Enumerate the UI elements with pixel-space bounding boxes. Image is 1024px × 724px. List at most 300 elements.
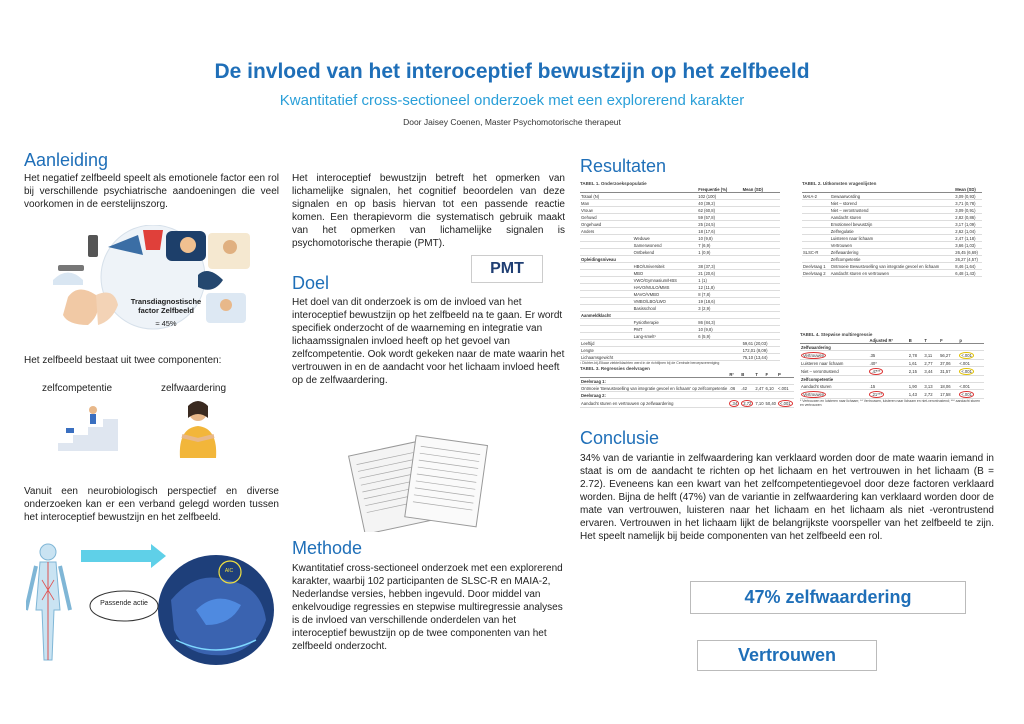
table-cell-value: 1 (1) [698, 277, 707, 283]
table-cell [800, 344, 868, 351]
table-cell-value: Vertrouwen [803, 391, 825, 397]
table-cell-value: Deelvraag 1 [803, 263, 826, 269]
table-cell-value: Gewaarwording [830, 193, 861, 199]
table-cell [633, 214, 698, 221]
table-cell [939, 360, 958, 367]
table-cell [765, 392, 777, 399]
table-cell-value: Anders [581, 228, 595, 234]
table1-body [580, 193, 780, 361]
table-cell [633, 249, 698, 256]
table-cell-value: 2,77 [924, 360, 933, 366]
table-row [800, 383, 984, 390]
table-cell-value: 7,10 [755, 400, 764, 406]
table-cell [923, 390, 939, 399]
transdiagnostic-label: Transdiagnostische factor Zelfbeeld [130, 297, 202, 315]
table-cell [697, 270, 741, 277]
table-cell-value: HBO/Universiteit [633, 263, 665, 269]
table-cell [958, 376, 984, 383]
table-cell-value: <.001 [959, 383, 970, 389]
table1 [580, 186, 780, 361]
table-row [580, 291, 780, 298]
table-cell [697, 284, 741, 291]
table-cell [580, 277, 633, 284]
table-cell [923, 376, 939, 383]
table-cell [633, 207, 698, 214]
table-cell-value: 38 (37,3) [698, 263, 715, 269]
table2-title: TABEL 2. Uitkomsten vragenlijsten [802, 181, 877, 186]
table-cell [830, 193, 955, 200]
table-cell [754, 392, 764, 399]
table-cell [742, 326, 780, 333]
table-cell [697, 277, 741, 284]
table-cell-value: 10 (9,8) [698, 235, 713, 241]
table-cell [954, 242, 982, 249]
self-hug-figure [168, 396, 228, 460]
table-cell [633, 354, 698, 361]
table-cell-value: 2,78 [908, 352, 917, 358]
table-cell [633, 340, 698, 347]
table-cell [697, 235, 741, 242]
table-cell-value: Lang-smelt¹ [633, 333, 656, 339]
table-cell-value: MBO [633, 270, 644, 276]
table-cell [742, 263, 780, 270]
table-cell [802, 263, 830, 270]
table-cell [830, 235, 955, 242]
table-cell-value: 26,45 (6,69) [955, 249, 978, 255]
table-cell-value: <.001 [961, 391, 972, 397]
table3-title: TABEL 3. Regressies deelvragen [580, 366, 650, 371]
box-47-zelfwaardering: 47% zelfwaardering [690, 581, 966, 614]
table-cell [633, 298, 698, 305]
table-cell [742, 256, 780, 263]
table-cell [868, 390, 907, 399]
table-cell [742, 249, 780, 256]
table4 [800, 337, 984, 399]
table-cell-value: Lengte [581, 347, 594, 353]
table-cell [954, 200, 982, 207]
table-cell-value: 3,17 (1,09) [955, 221, 976, 227]
table-row [802, 249, 982, 256]
table-cell [742, 298, 780, 305]
table-cell-value: .06 [729, 385, 736, 391]
poster-subtitle: Kwantitatief cross-sectioneel onderzoek met een explorerend karakter [279, 92, 745, 109]
table-cell-value: .47** [871, 368, 881, 374]
table-cell-value: Zelfregulatie [830, 228, 854, 234]
table-cell [742, 340, 780, 347]
table-cell [765, 399, 777, 408]
table-cell [580, 305, 633, 312]
table-row [800, 376, 984, 383]
table-row [802, 235, 982, 242]
table-cell-value: 1,90 [908, 383, 917, 389]
table-cell-value: VMBO/LBO/LWO [633, 298, 666, 304]
table-cell-value: 2,72 [743, 400, 752, 406]
table-cell-value: .40* [869, 360, 877, 366]
table1-title: TABEL 1. Onderzoekspopulatie [580, 181, 647, 186]
table-cell [742, 242, 780, 249]
table-cell-value: 12 (11,8) [698, 284, 715, 290]
table-cell [580, 256, 633, 263]
table-cell [908, 390, 924, 399]
table-header-cell: p [958, 337, 984, 344]
table-row [802, 263, 982, 270]
table-cell [908, 376, 924, 383]
table-cell-value: Ontbekend [633, 249, 655, 255]
table-cell [580, 354, 633, 361]
table-cell-value: 2,72 [924, 391, 933, 397]
table-cell [800, 376, 868, 383]
table-cell [923, 367, 939, 376]
table-cell [830, 263, 955, 270]
table-cell [939, 367, 958, 376]
table-cell-value: Emotioneel bewustzijn [830, 221, 873, 227]
table-cell-value: 1,43 [908, 391, 917, 397]
table-cell-value: Luisteren naar lichaam [801, 360, 844, 366]
table-cell-value: Zelfwaardering [801, 344, 831, 350]
table-cell [580, 326, 633, 333]
table-cell [580, 378, 728, 385]
table-cell-value: .42 [741, 385, 748, 391]
table-cell-value: 18 (17,6) [698, 228, 715, 234]
table-header-cell: Mean (SD) [954, 186, 982, 193]
table-cell-value: 7 (6,9) [698, 242, 711, 248]
table4-note: * Vertrouwen en luisteren naar lichaam; ** Vertrouwen, luisteren naar lichaam en niet-verontrustend; *** aandacht sturen en vertrouwen [800, 399, 980, 407]
table-cell [742, 193, 780, 200]
body-brain-illustration [26, 540, 276, 695]
table-cell-value: Luisteren naar lichaam [830, 235, 874, 241]
table-cell-value: 62 (60,8) [698, 207, 715, 213]
table-cell [868, 344, 907, 351]
table-cell-value: 2,62 (1,04) [955, 228, 976, 234]
table-cell-value: 10 (9,8) [698, 326, 713, 332]
table-cell-value: Lichaamsgewicht [581, 354, 614, 360]
table-cell-value: MAVO/VMBO [633, 291, 660, 297]
table-cell [800, 383, 868, 390]
table-cell [580, 333, 633, 340]
table-cell [633, 221, 698, 228]
table-cell [830, 228, 955, 235]
table-cell [697, 312, 741, 319]
table-row [580, 305, 780, 312]
table4-title: TABEL 4. Stepwise multiregressie [800, 332, 873, 337]
table-row [800, 367, 984, 376]
table-cell [728, 392, 740, 399]
table-cell-value: Gehuwd [581, 214, 597, 220]
table-cell [697, 326, 741, 333]
table-cell [954, 256, 982, 263]
table-cell [777, 378, 794, 385]
table-cell [697, 298, 741, 305]
table-cell [802, 256, 830, 263]
table-row [802, 193, 982, 200]
table-header-cell: F [939, 337, 958, 344]
table-cell-value: <.001 [961, 352, 972, 358]
table-row [580, 319, 780, 326]
table-cell [580, 235, 633, 242]
table-cell [958, 383, 984, 390]
table-cell-value: 21 (20,6) [698, 270, 715, 276]
table-cell [958, 367, 984, 376]
table-cell [830, 214, 955, 221]
table-cell [633, 284, 698, 291]
table-cell [742, 333, 780, 340]
table-cell [742, 221, 780, 228]
table-cell [580, 200, 633, 207]
table-row [580, 263, 780, 270]
table-cell-value: Opleidingsniveau [581, 256, 616, 262]
table-row [802, 221, 982, 228]
table-cell [742, 214, 780, 221]
table-cell [580, 347, 633, 354]
table-header-cell: P [777, 371, 794, 378]
table-header-cell: Adjusted R² [868, 337, 907, 344]
table-cell [923, 351, 939, 360]
table-cell [697, 291, 741, 298]
table-cell [697, 193, 741, 200]
table-cell [580, 392, 728, 399]
table-cell-value: <.001 [780, 400, 791, 406]
table-cell [742, 228, 780, 235]
table4-body [800, 344, 984, 399]
table-cell [633, 312, 698, 319]
table-cell [754, 385, 764, 392]
table-cell [633, 291, 698, 298]
table-cell [633, 305, 698, 312]
table-row [580, 235, 780, 242]
table-cell [802, 193, 830, 200]
table-cell [868, 351, 907, 360]
table-cell [802, 228, 830, 235]
table-row [580, 392, 794, 399]
body-brain-figure [26, 540, 276, 695]
table-cell-value: Fysiotherapie [633, 319, 659, 325]
table-header-cell: Mean (SD) [742, 186, 780, 193]
table-row [802, 214, 982, 221]
table-row [580, 242, 780, 249]
table-cell [742, 207, 780, 214]
table-cell [633, 277, 698, 284]
table-cell [580, 242, 633, 249]
table-cell [954, 270, 982, 277]
table-cell [802, 214, 830, 221]
table-cell-value: 6,48 (1,43) [955, 270, 976, 276]
table-row [580, 385, 794, 392]
table-cell [580, 312, 633, 319]
doel-text: Het doel van dit onderzoek is om de invloed van het interoceptief bewustzijn op het zelfbeeld na te gaan. Er wordt specifiek onderzocht of de waarneming en integratie van lichaamssignalen invloed heeft op het gevoel van zelfcompetentie. Ook wordt gekeken naar de mate waarin het vertrouwen in en de aandacht voor het lichaam invloed heeft op de zelfwaardering. [292, 297, 565, 386]
conclusie-heading: Conclusie [580, 428, 660, 448]
table-cell-value: 3 (2,9) [698, 305, 711, 311]
table-cell-value: .35 [869, 352, 876, 358]
table-cell-value: Leeftijd [581, 340, 595, 346]
table-header-cell: F [765, 371, 777, 378]
table-row [580, 221, 780, 228]
table-row [802, 228, 982, 235]
table-cell [800, 390, 868, 399]
table-cell [697, 228, 741, 235]
table-cell [728, 399, 740, 408]
table-cell [580, 291, 633, 298]
table-cell [958, 390, 984, 399]
table1-note: ¹ Dichter-bij-Elkaar ziekte/klachten werd in de richtlijnen bij de Centrale beroepsvereniging [580, 361, 720, 365]
table-cell-value: 40 (39,2) [698, 200, 715, 206]
aic-label: AIC [224, 568, 234, 574]
table-cell [742, 305, 780, 312]
table-cell [580, 270, 633, 277]
table-cell [777, 385, 794, 392]
transdiagnostic-percentage: ≈ 45% [155, 319, 177, 328]
table-cell-value: 8 (7,8) [698, 291, 711, 297]
table-cell [830, 256, 955, 263]
table-row [802, 270, 982, 277]
table-cell-value: Man [581, 200, 590, 206]
table-cell-value: Vertrouwen [830, 242, 852, 248]
poster-author: Door Jaisey Coenen, Master Psychomotorische therapeut [403, 117, 621, 127]
table-cell-value: <.001 [778, 385, 789, 391]
table-cell-value: 50,40 [765, 400, 777, 406]
table-cell-value: Aandacht sturen en vertrouwen op zelfwaardering [581, 400, 674, 406]
table-row [580, 298, 780, 305]
table-cell [742, 319, 780, 326]
table-cell [697, 256, 741, 263]
passende-actie-label: Passende actie [100, 600, 148, 607]
table-row [580, 256, 780, 263]
table-cell [802, 270, 830, 277]
table-cell [633, 235, 698, 242]
table-cell [580, 263, 633, 270]
table-row [580, 347, 780, 354]
table-cell-value: 56,27 [940, 352, 951, 358]
aanleiding-heading: Aanleiding [24, 150, 109, 170]
resultaten-heading: Resultaten [580, 156, 667, 176]
table-cell-value: 3,71 (0,78) [955, 200, 976, 206]
table-header-cell: T [923, 337, 939, 344]
table-cell [830, 249, 955, 256]
questionnaire-papers [345, 432, 490, 532]
table-cell-value: 3,13 [924, 383, 933, 389]
table-cell [800, 351, 868, 360]
table-cell [765, 378, 777, 385]
table-cell [740, 385, 754, 392]
table-cell [954, 235, 982, 242]
table-cell-value: Basisschool [633, 305, 656, 311]
component-zelfcompetentie: zelfcompetentie [42, 383, 113, 394]
table-cell [742, 347, 780, 354]
table-cell [777, 399, 794, 408]
table-header-cell: Frequentie (%) [697, 186, 741, 193]
table-cell [954, 249, 982, 256]
table-cell-value: 3,11 [924, 352, 933, 358]
table-cell [580, 385, 728, 392]
table-cell-value: MAIA-2 [803, 193, 817, 199]
table-onderzoekspopulatie [580, 181, 780, 365]
aanleiding-paragraph-2: Het zelfbeeld bestaat uit twee componenten: [24, 355, 222, 366]
table-cell [740, 392, 754, 399]
table-row [580, 270, 780, 277]
table-cell-value: <.001 [959, 360, 970, 366]
table-cell [697, 249, 741, 256]
table-cell-value: Aanmeldklacht [581, 312, 611, 318]
conclusie-text: 34% van de variantie in zelfwaardering kan verklaard worden door de mate waarin iemand in staat is om de aandacht te richten op het lichaam en het vertrouwen in het lichaam (B = 2.72). Eveneens kan een kwart van het zelfcompetentiegevoel door deze factoren verklaard worden. Bijna de helft (47%) van de variantie in zelfwaardering kan verklaard worden door de mate van vertrouwen, luisteren naar het lichaam en het lichaam als niet -verontrustend ervaren. Vertrouwen in het lichaam lijkt de belangrijkste voorspeller van het zelfbeeld te zijn. Het speelt namelijk bij beide componenten van het zelfbeeld een rol. [580, 453, 994, 542]
table-cell-value: 8,46 (1,64) [955, 263, 976, 269]
table-regressies [580, 366, 791, 408]
table-cell [765, 385, 777, 392]
table-row [580, 378, 794, 385]
table-cell-value: Zelfwaardering [830, 249, 859, 255]
table-cell [954, 207, 982, 214]
table-cell [868, 376, 907, 383]
table-cell-value: SLSC-R [803, 249, 819, 255]
aanleiding-paragraph-1: Het negatief zelfbeeld speelt als emotionele factor een rol bij verschillende psychiatrische aandoeningen die veel voorkomen in de eerstelijnszorg. [24, 173, 279, 210]
questionnaire-illustration [345, 432, 490, 532]
table3-body [580, 378, 794, 408]
table-cell-value: Ontmoeie 'Bewustvoelling van integratie gevoel en lichaam' op zelfcompetentie [581, 385, 728, 391]
table-row [802, 256, 982, 263]
table-cell-value: 102 (100) [698, 193, 717, 199]
table-row [580, 326, 780, 333]
table-cell [580, 193, 633, 200]
table-cell-value: 6,10 [765, 385, 774, 391]
table-cell [742, 312, 780, 319]
table-cell [697, 354, 741, 361]
table-cell [580, 207, 633, 214]
table-cell [939, 376, 958, 383]
table-cell [697, 263, 741, 270]
table-cell-value: <.001 [961, 368, 972, 374]
table-cell [908, 383, 924, 390]
table-cell-value: VWO/Gymnasium/HBS [633, 277, 677, 283]
table-cell-value: 59 (57,8) [698, 214, 715, 220]
table-cell-value: .34 [731, 400, 738, 406]
table-cell-value: Vertrouwen [803, 352, 825, 358]
component-zelfwaardering: zelfwaardering [161, 383, 227, 394]
table-cell [633, 193, 698, 200]
aanleiding-paragraph-3: Vanuit een neurobiologisch perspectief en diverse onderzoeken kan er een verband gelegd worden tussen het interoceptief bewustzijn en het zelfbeeld. [24, 486, 279, 523]
table-cell-value: 3,09 (0,93) [955, 193, 976, 199]
table-cell [633, 228, 698, 235]
table-cell [802, 249, 830, 256]
table-cell [777, 392, 794, 399]
table-cell [633, 319, 698, 326]
table-cell [742, 291, 780, 298]
table3 [580, 371, 794, 408]
table-cell-value: 59,61 (20,03) [742, 340, 768, 346]
table-cell [800, 367, 868, 376]
table-cell [633, 326, 698, 333]
table-cell [580, 214, 633, 221]
table-cell [923, 383, 939, 390]
poster-title: De invloed van het interoceptief bewustzijn op het zelfbeeld [214, 60, 810, 83]
table-cell-value: 1,61 [908, 360, 917, 366]
table-cell-value: Zelfcompetentie [830, 256, 861, 262]
table-cell-value: Niet – verontrustend [830, 207, 869, 213]
table-cell-value: Ontmoeie Bewustvoelling van integratie gevoel en lichaam [830, 263, 940, 269]
table-cell [830, 270, 955, 277]
table-cell-value: Deelvraag 2: [581, 392, 606, 398]
table-cell [830, 200, 955, 207]
table-row [580, 340, 780, 347]
table-cell-value: 2,82 (0,86) [955, 214, 976, 220]
table-cell-value: 1 (0,9) [698, 249, 711, 255]
table-cell [754, 378, 764, 385]
table-cell [697, 200, 741, 207]
table-cell [742, 284, 780, 291]
table-cell [868, 367, 907, 376]
table-cell [697, 242, 741, 249]
table-cell [697, 340, 741, 347]
table-cell [923, 344, 939, 351]
pmt-box: PMT [471, 255, 543, 283]
table-cell-value: 37,06 [940, 360, 951, 366]
